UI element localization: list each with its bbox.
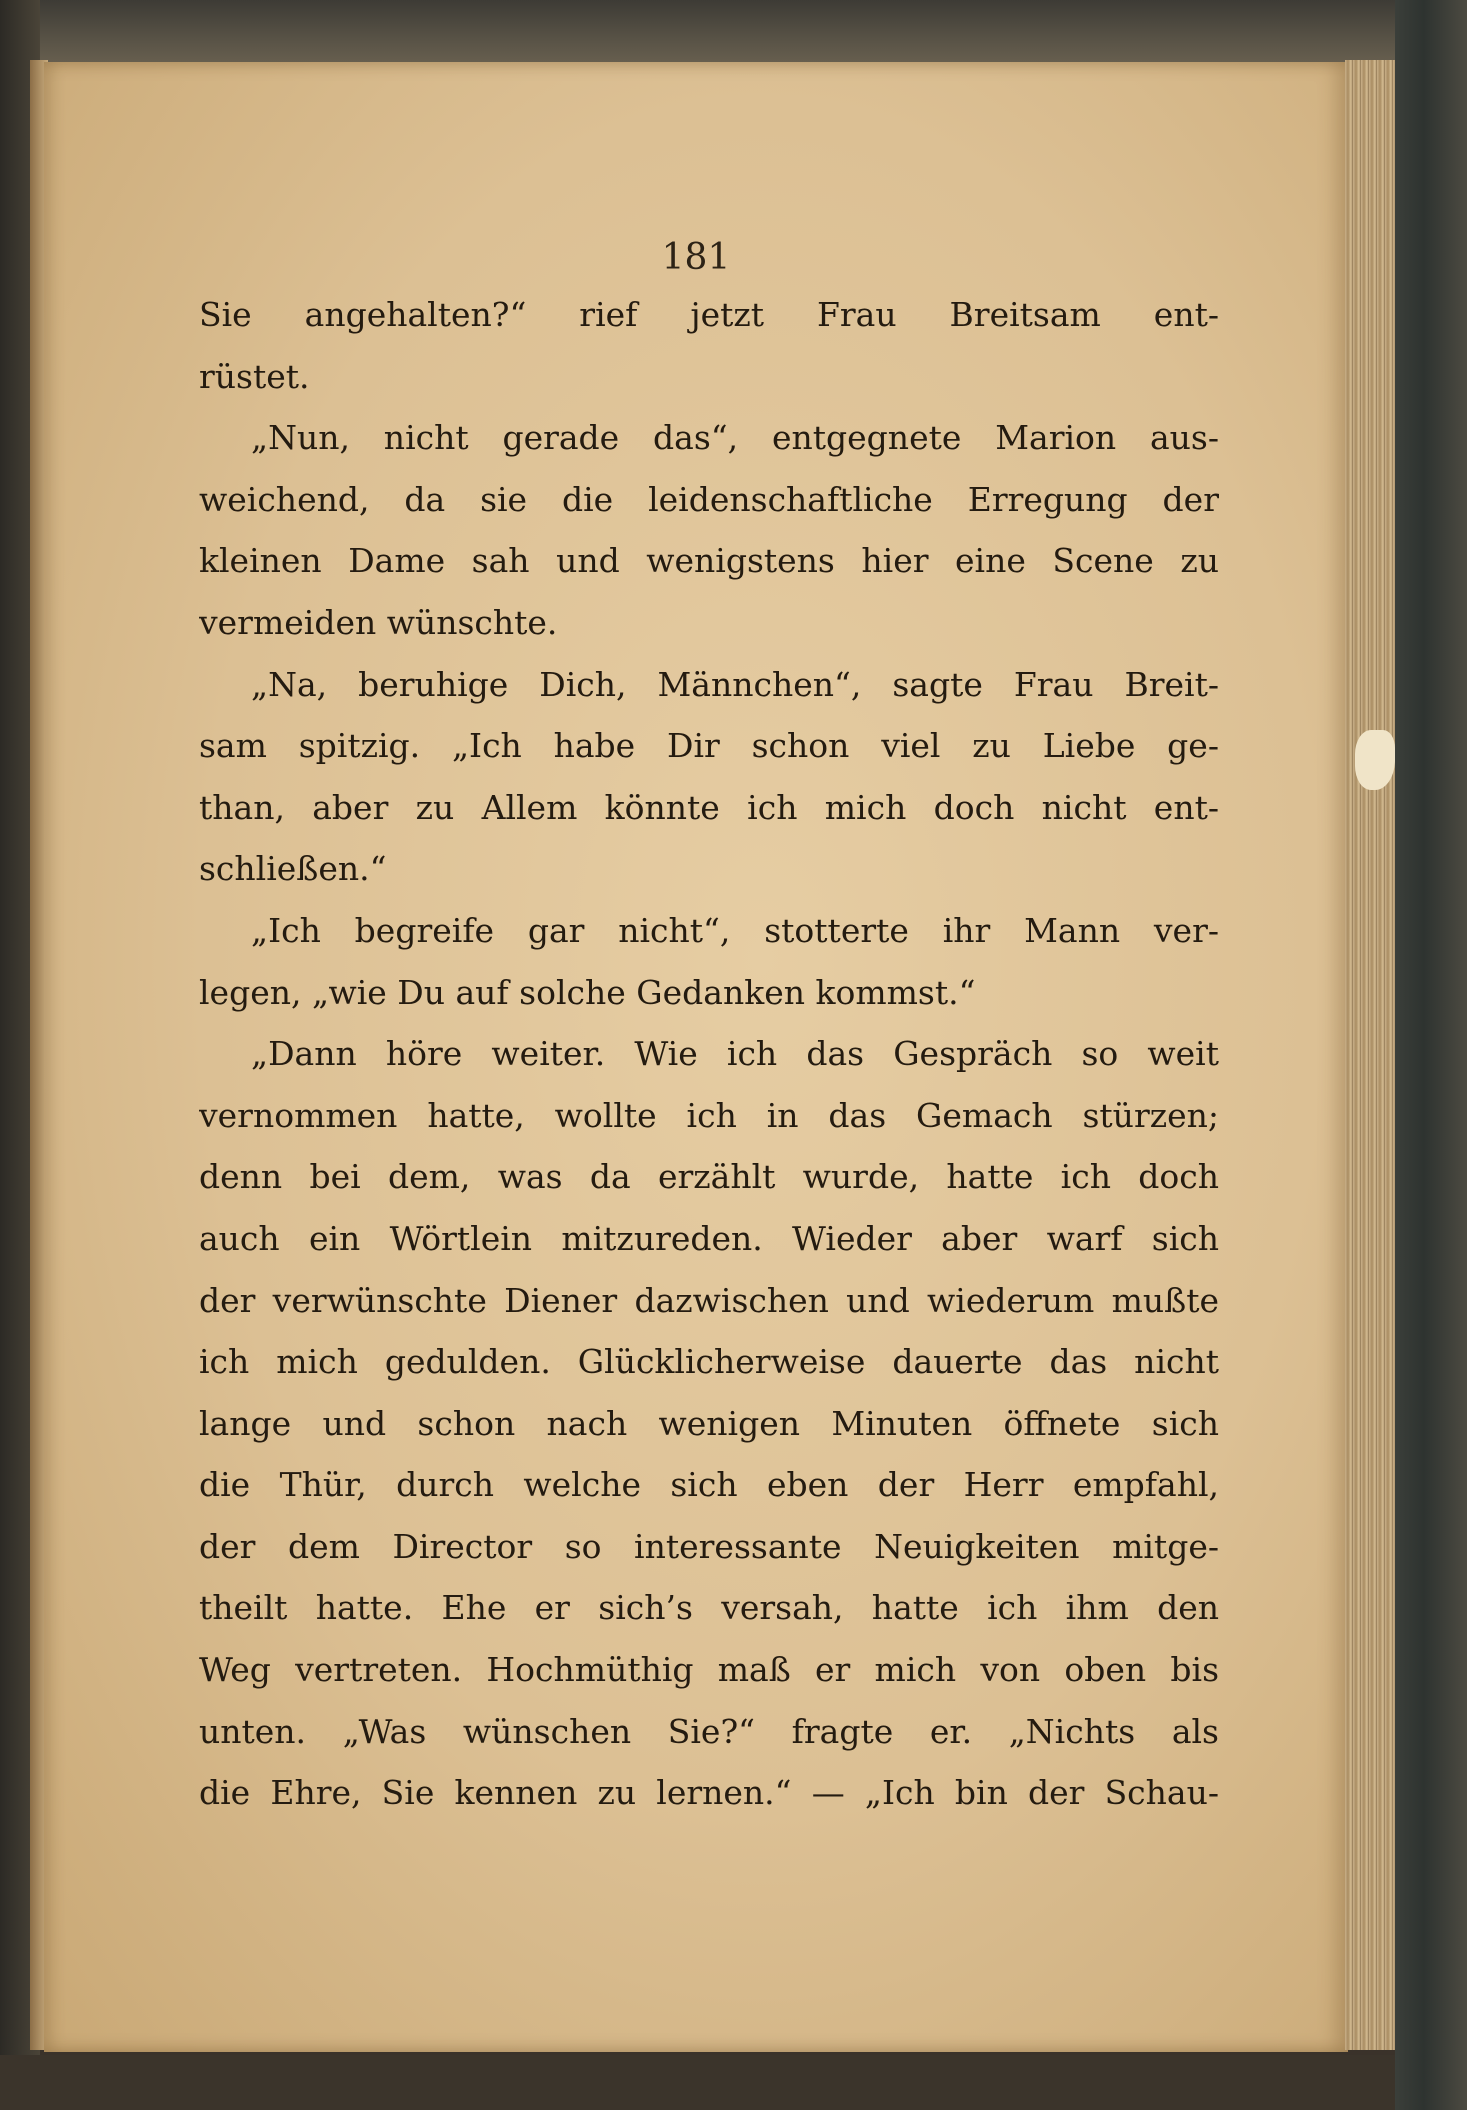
text-line: theilt hatte. Ehe er sich’s versah, hatte ich ihm den [199, 1588, 1219, 1628]
text-line: auch ein Wörtlein mitzureden. Wieder aber warf sich [199, 1218, 1219, 1258]
text-line: unten. „Was wünschen Sie?“ fragte er. „Nichts als [199, 1711, 1219, 1751]
text-line: than, aber zu Allem könnte ich mich doch nicht ent- [199, 787, 1219, 827]
text-line: „Ich begreife gar nicht“, stotterte ihr Mann ver- [251, 910, 1219, 950]
text-line: legen, „wie Du auf solche Gedanken kommst.“ [199, 972, 976, 1012]
book-cover-top [0, 0, 1467, 70]
page-leaf-edges [1345, 60, 1400, 2050]
text-line: schließen.“ [199, 849, 387, 889]
text-line: „Dann höre weiter. Wie ich das Gespräch so weit [251, 1034, 1219, 1074]
text-line: weichend, da sie die leidenschaftliche Erregung der [199, 479, 1219, 519]
text-line: der verwünschte Diener dazwischen und wiederum mußte [199, 1280, 1219, 1320]
text-line: die Thür, durch welche sich eben der Herr empfahl, [199, 1465, 1219, 1505]
page-text [199, 284, 1219, 1824]
text-line: vernommen hatte, wollte ich in das Gemach stürzen; [199, 1095, 1219, 1135]
text-line: ich mich gedulden. Glücklicherweise dauerte das nicht [199, 1342, 1219, 1382]
text-line: „Na, beruhige Dich, Männchen“, sagte Frau Breit- [251, 664, 1219, 704]
text-line: die Ehre, Sie kennen zu lernen.“ — „Ich bin der Schau- [199, 1773, 1219, 1813]
text-line: der dem Director so interessante Neuigkeiten mitge- [199, 1526, 1219, 1566]
text-line: „Nun, nicht gerade das“, entgegnete Marion aus- [251, 418, 1219, 458]
paper-tear [1355, 730, 1395, 790]
text-line: kleinen Dame sah und wenigstens hier eine Scene zu [199, 541, 1219, 581]
book-page [44, 62, 1348, 2052]
text-line: rüstet. [199, 356, 310, 396]
book-cover-bottom [0, 2055, 1467, 2110]
text-line: denn bei dem, was da erzählt wurde, hatte ich doch [199, 1157, 1219, 1197]
page-number: 181 [661, 237, 731, 278]
text-line: lange und schon nach wenigen Minuten öffnete sich [199, 1403, 1219, 1443]
text-line: sam spitzig. „Ich habe Dir schon viel zu Liebe ge- [199, 726, 1219, 766]
text-line: Weg vertreten. Hochmüthig maß er mich von oben bis [199, 1650, 1219, 1690]
book-cover-right [1395, 0, 1467, 2110]
text-line: Sie angehalten?“ rief jetzt Frau Breitsam ent- [199, 295, 1219, 334]
text-line: vermeiden wünschte. [199, 602, 558, 642]
